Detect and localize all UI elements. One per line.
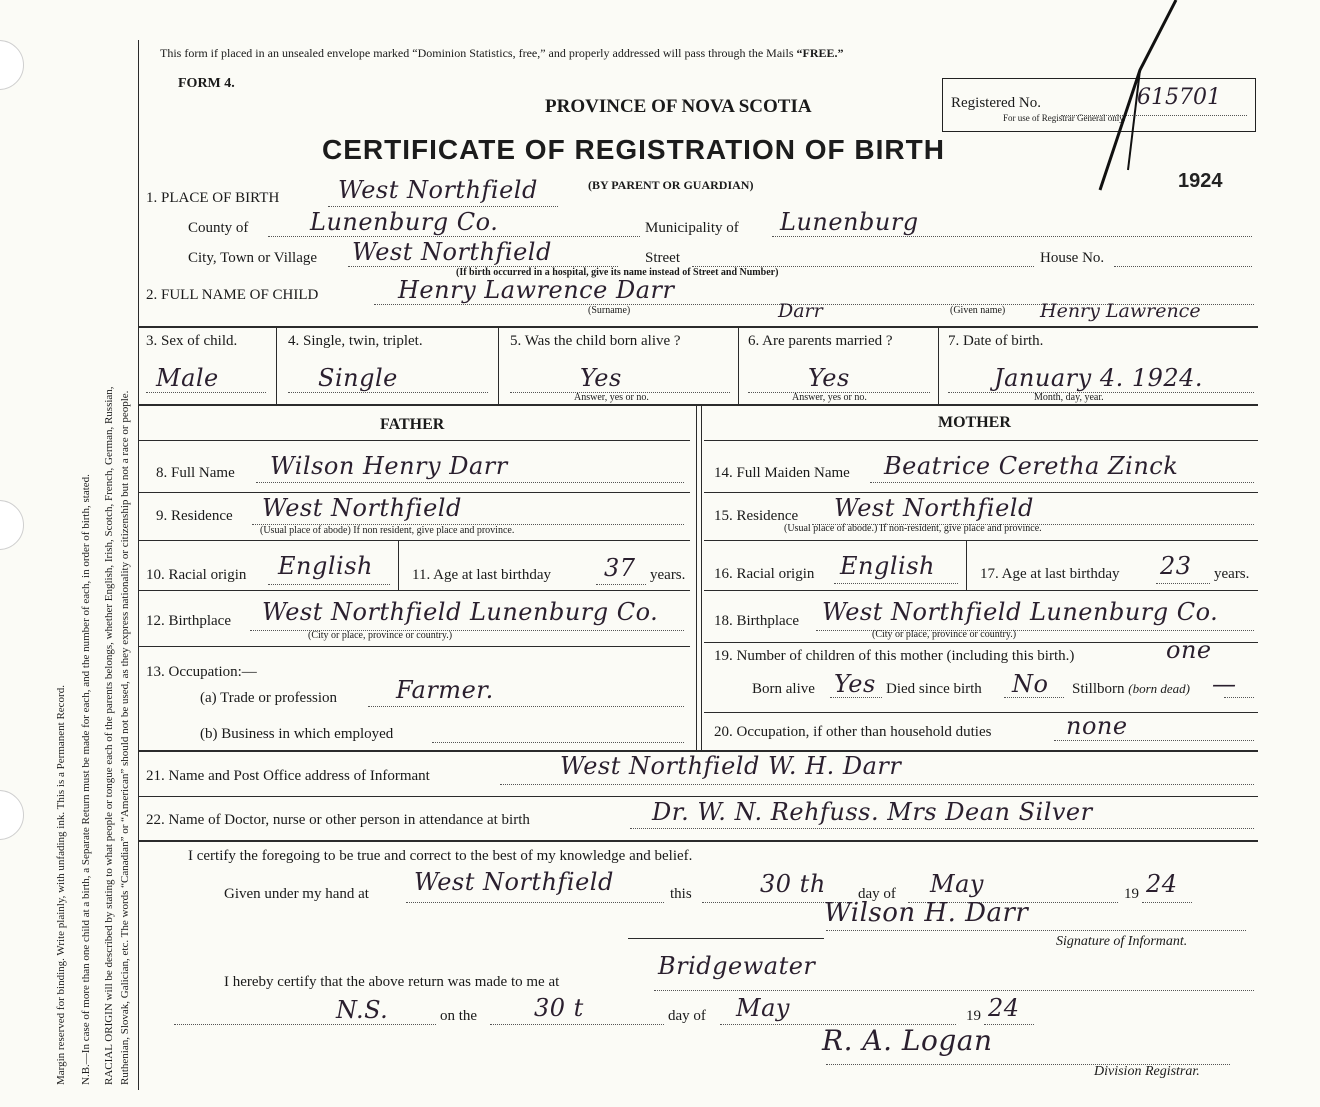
- hospital-note: (If birth occurred in a hospital, give its name instead of Street and Number): [456, 267, 779, 278]
- informant-label: 21. Name and Post Office address of Informant: [146, 768, 430, 784]
- father-heading: FATHER: [380, 416, 445, 433]
- married-note: Answer, yes or no.: [792, 392, 867, 403]
- father-age-label: 11. Age at last birthday: [412, 567, 551, 583]
- mother-residence-label: 15. Residence: [714, 508, 799, 524]
- margin-note-multiple-births: N.B.—In case of more than one child at a birth, a Separate Return must be made for each, and the number of each, in order of birth, stated.: [80, 474, 92, 1085]
- registrar-place-value: Bridgewater: [658, 952, 816, 980]
- mother-name-label: 14. Full Maiden Name: [714, 465, 850, 481]
- mother-birthplace-note: (City or place, province or country.): [872, 629, 1017, 640]
- certification-statement: I certify the foregoing to be true and correct to the best of my knowledge and belief.: [188, 848, 693, 864]
- father-business-label: (b) Business in which employed: [200, 726, 394, 742]
- mother-occupation-label: 20. Occupation, if other than household duties: [714, 724, 992, 740]
- father-trade-value: Farmer.: [396, 676, 494, 704]
- municipality-value: Lunenburg: [780, 208, 919, 236]
- father-name-label: 8. Full Name: [156, 465, 235, 481]
- city-label: City, Town or Village: [188, 250, 318, 266]
- city-value: West Northfield: [352, 238, 552, 266]
- this-label: this: [670, 886, 692, 902]
- died-since-birth-label: Died since birth: [886, 681, 982, 697]
- parents-divider: [696, 406, 702, 750]
- margin-note-racial-origin: RACIAL ORIGIN will be described by stating to what people or tongue each of the parents belongs, whether English, Irish, Scotch, French, German, Russian,: [103, 386, 115, 1085]
- county-label: County of: [188, 220, 249, 236]
- doctor-value: Dr. W. N. Rehfuss. Mrs Dean Silver: [652, 798, 1093, 826]
- mother-age-label: 17. Age at last birthday: [980, 566, 1120, 582]
- registrar-month-value: May: [736, 994, 790, 1022]
- dob-label: 7. Date of birth.: [948, 333, 1044, 349]
- given-name-note: (Given name): [950, 305, 1006, 316]
- registrar-signature-caption: Division Registrar.: [1094, 1064, 1200, 1079]
- registrar-day-of-label: day of: [668, 1008, 706, 1024]
- mother-age-value: 23: [1160, 552, 1192, 580]
- born-alive-count-label: Born alive: [752, 681, 815, 697]
- house-no-label: House No.: [1040, 250, 1105, 266]
- informant-signature-caption: Signature of Informant.: [1056, 934, 1188, 949]
- mother-birthplace-label: 18. Birthplace: [714, 613, 799, 629]
- punch-hole-bottom: [0, 790, 24, 840]
- father-birthplace-note: (City or place, province or country.): [308, 630, 453, 641]
- given-day-value: 30 th: [760, 870, 826, 898]
- informant-value: West Northfield W. H. Darr: [560, 752, 902, 780]
- father-race-label: 10. Racial origin: [146, 567, 247, 583]
- place-of-birth-label: 1. PLACE OF BIRTH: [146, 190, 280, 206]
- informant-signature: Wilson H. Darr: [824, 898, 1029, 928]
- died-since-birth-value: No: [1012, 670, 1049, 698]
- place-of-birth-value: West Northfield: [338, 176, 538, 204]
- registrar-on-the-label: on the: [440, 1008, 478, 1024]
- municipality-label: Municipality of: [645, 220, 739, 236]
- punch-hole-middle: [0, 500, 24, 550]
- page-subtitle: (BY PARENT OR GUARDIAN): [588, 178, 754, 192]
- margin-note-racial-origin-cont: Ruthenian, Slovak, Galician, etc. The words “Canadian” or “American” should not be used, as they express nationality or citizenship but not a race or people.: [119, 390, 131, 1085]
- given-year-value: 24: [1146, 870, 1178, 898]
- born-alive-value: Yes: [580, 364, 622, 392]
- sex-value: Male: [156, 364, 219, 392]
- stillborn-value: —: [1212, 670, 1237, 698]
- given-day-of-label: day of: [858, 886, 896, 902]
- father-birthplace-label: 12. Birthplace: [146, 613, 231, 629]
- mother-children-value: one: [1166, 636, 1212, 664]
- form-number: FORM 4.: [178, 76, 235, 91]
- given-year-prefix: 19: [1124, 886, 1139, 902]
- father-occupation-label: 13. Occupation:—: [146, 664, 257, 680]
- plurality-label: 4. Single, twin, triplet.: [288, 333, 423, 349]
- married-value: Yes: [808, 364, 850, 392]
- stillborn-label: Stillborn (born dead): [1072, 681, 1191, 697]
- father-residence-label: 9. Residence: [156, 508, 233, 524]
- father-residence-value: West Northfield: [262, 494, 462, 522]
- registrar-signature: R. A. Logan: [822, 1024, 993, 1057]
- mother-occupation-value: none: [1066, 712, 1128, 740]
- registered-label: Registered No.: [951, 95, 1041, 111]
- mail-notice: This form if placed in an unsealed envelope marked “Dominion Statistics, free,” and properly addressed will pass through the Mails “FREE.”: [160, 46, 844, 60]
- year-stamp: 1924: [1178, 170, 1223, 192]
- born-alive-note: Answer, yes or no.: [574, 392, 649, 403]
- born-alive-label: 5. Was the child born alive ?: [510, 333, 681, 349]
- surname-note: (Surname): [588, 305, 631, 316]
- given-month-value: May: [930, 870, 984, 898]
- registrar-statement: I hereby certify that the above return was made to me at: [224, 974, 560, 990]
- registrar-year-prefix: 19: [966, 1008, 981, 1024]
- father-name-value: Wilson Henry Darr: [270, 452, 508, 480]
- province-heading: PROVINCE OF NOVA SCOTIA: [545, 96, 812, 117]
- registered-number: 615701: [1137, 85, 1221, 110]
- mother-residence-note: (Usual place of abode.) If non-resident, give place and province.: [784, 523, 1042, 534]
- mother-children-label: 19. Number of children of this mother (including this birth.): [714, 648, 1075, 664]
- mother-age-unit: years.: [1214, 566, 1250, 582]
- plurality-value: Single: [318, 364, 398, 392]
- dob-note: Month, day, year.: [1034, 392, 1104, 403]
- father-residence-note: (Usual place of abode) If non resident, give place and province.: [260, 525, 515, 536]
- child-name-value: Henry Lawrence Darr: [398, 276, 675, 304]
- mother-heading: MOTHER: [938, 414, 1011, 431]
- sex-label: 3. Sex of child.: [146, 333, 238, 349]
- registrar-province-value: N.S.: [336, 996, 389, 1024]
- details-top-rule: [138, 326, 1258, 328]
- given-under-hand-label: Given under my hand at: [224, 886, 369, 902]
- margin-note-binding: Margin reserved for binding. Write plainly, with unfading ink. This is a Permanent Record.: [55, 685, 67, 1085]
- father-birthplace-value: West Northfield Lunenburg Co.: [262, 598, 659, 626]
- mother-birthplace-value: West Northfield Lunenburg Co.: [822, 598, 1219, 626]
- mother-race-label: 16. Racial origin: [714, 566, 815, 582]
- county-value: Lunenburg Co.: [310, 208, 499, 236]
- surname-value: Darr: [778, 300, 823, 322]
- registrar-year-value: 24: [988, 994, 1020, 1022]
- dob-value: January 4. 1924.: [994, 364, 1204, 392]
- given-name-value: Henry Lawrence: [1040, 300, 1201, 322]
- born-alive-count-value: Yes: [834, 670, 876, 698]
- mother-name-value: Beatrice Ceretha Zinck: [884, 452, 1179, 480]
- given-place-value: West Northfield: [414, 868, 614, 896]
- child-name-label: 2. FULL NAME OF CHILD: [146, 287, 319, 303]
- married-label: 6. Are parents married ?: [748, 333, 893, 349]
- street-label: Street: [645, 250, 680, 266]
- registrar-day-value: 30 t: [534, 994, 584, 1022]
- mother-residence-value: West Northfield: [834, 494, 1034, 522]
- registrar-note: For use of Registrar General only.: [1003, 113, 1126, 123]
- father-age-unit: years.: [650, 567, 686, 583]
- father-race-value: English: [278, 552, 373, 580]
- father-trade-label: (a) Trade or profession: [200, 690, 338, 706]
- page-title: CERTIFICATE OF REGISTRATION OF BIRTH: [322, 134, 945, 165]
- mother-race-value: English: [840, 552, 935, 580]
- father-age-value: 37: [604, 554, 636, 582]
- doctor-label: 22. Name of Doctor, nurse or other person in attendance at birth: [146, 812, 530, 828]
